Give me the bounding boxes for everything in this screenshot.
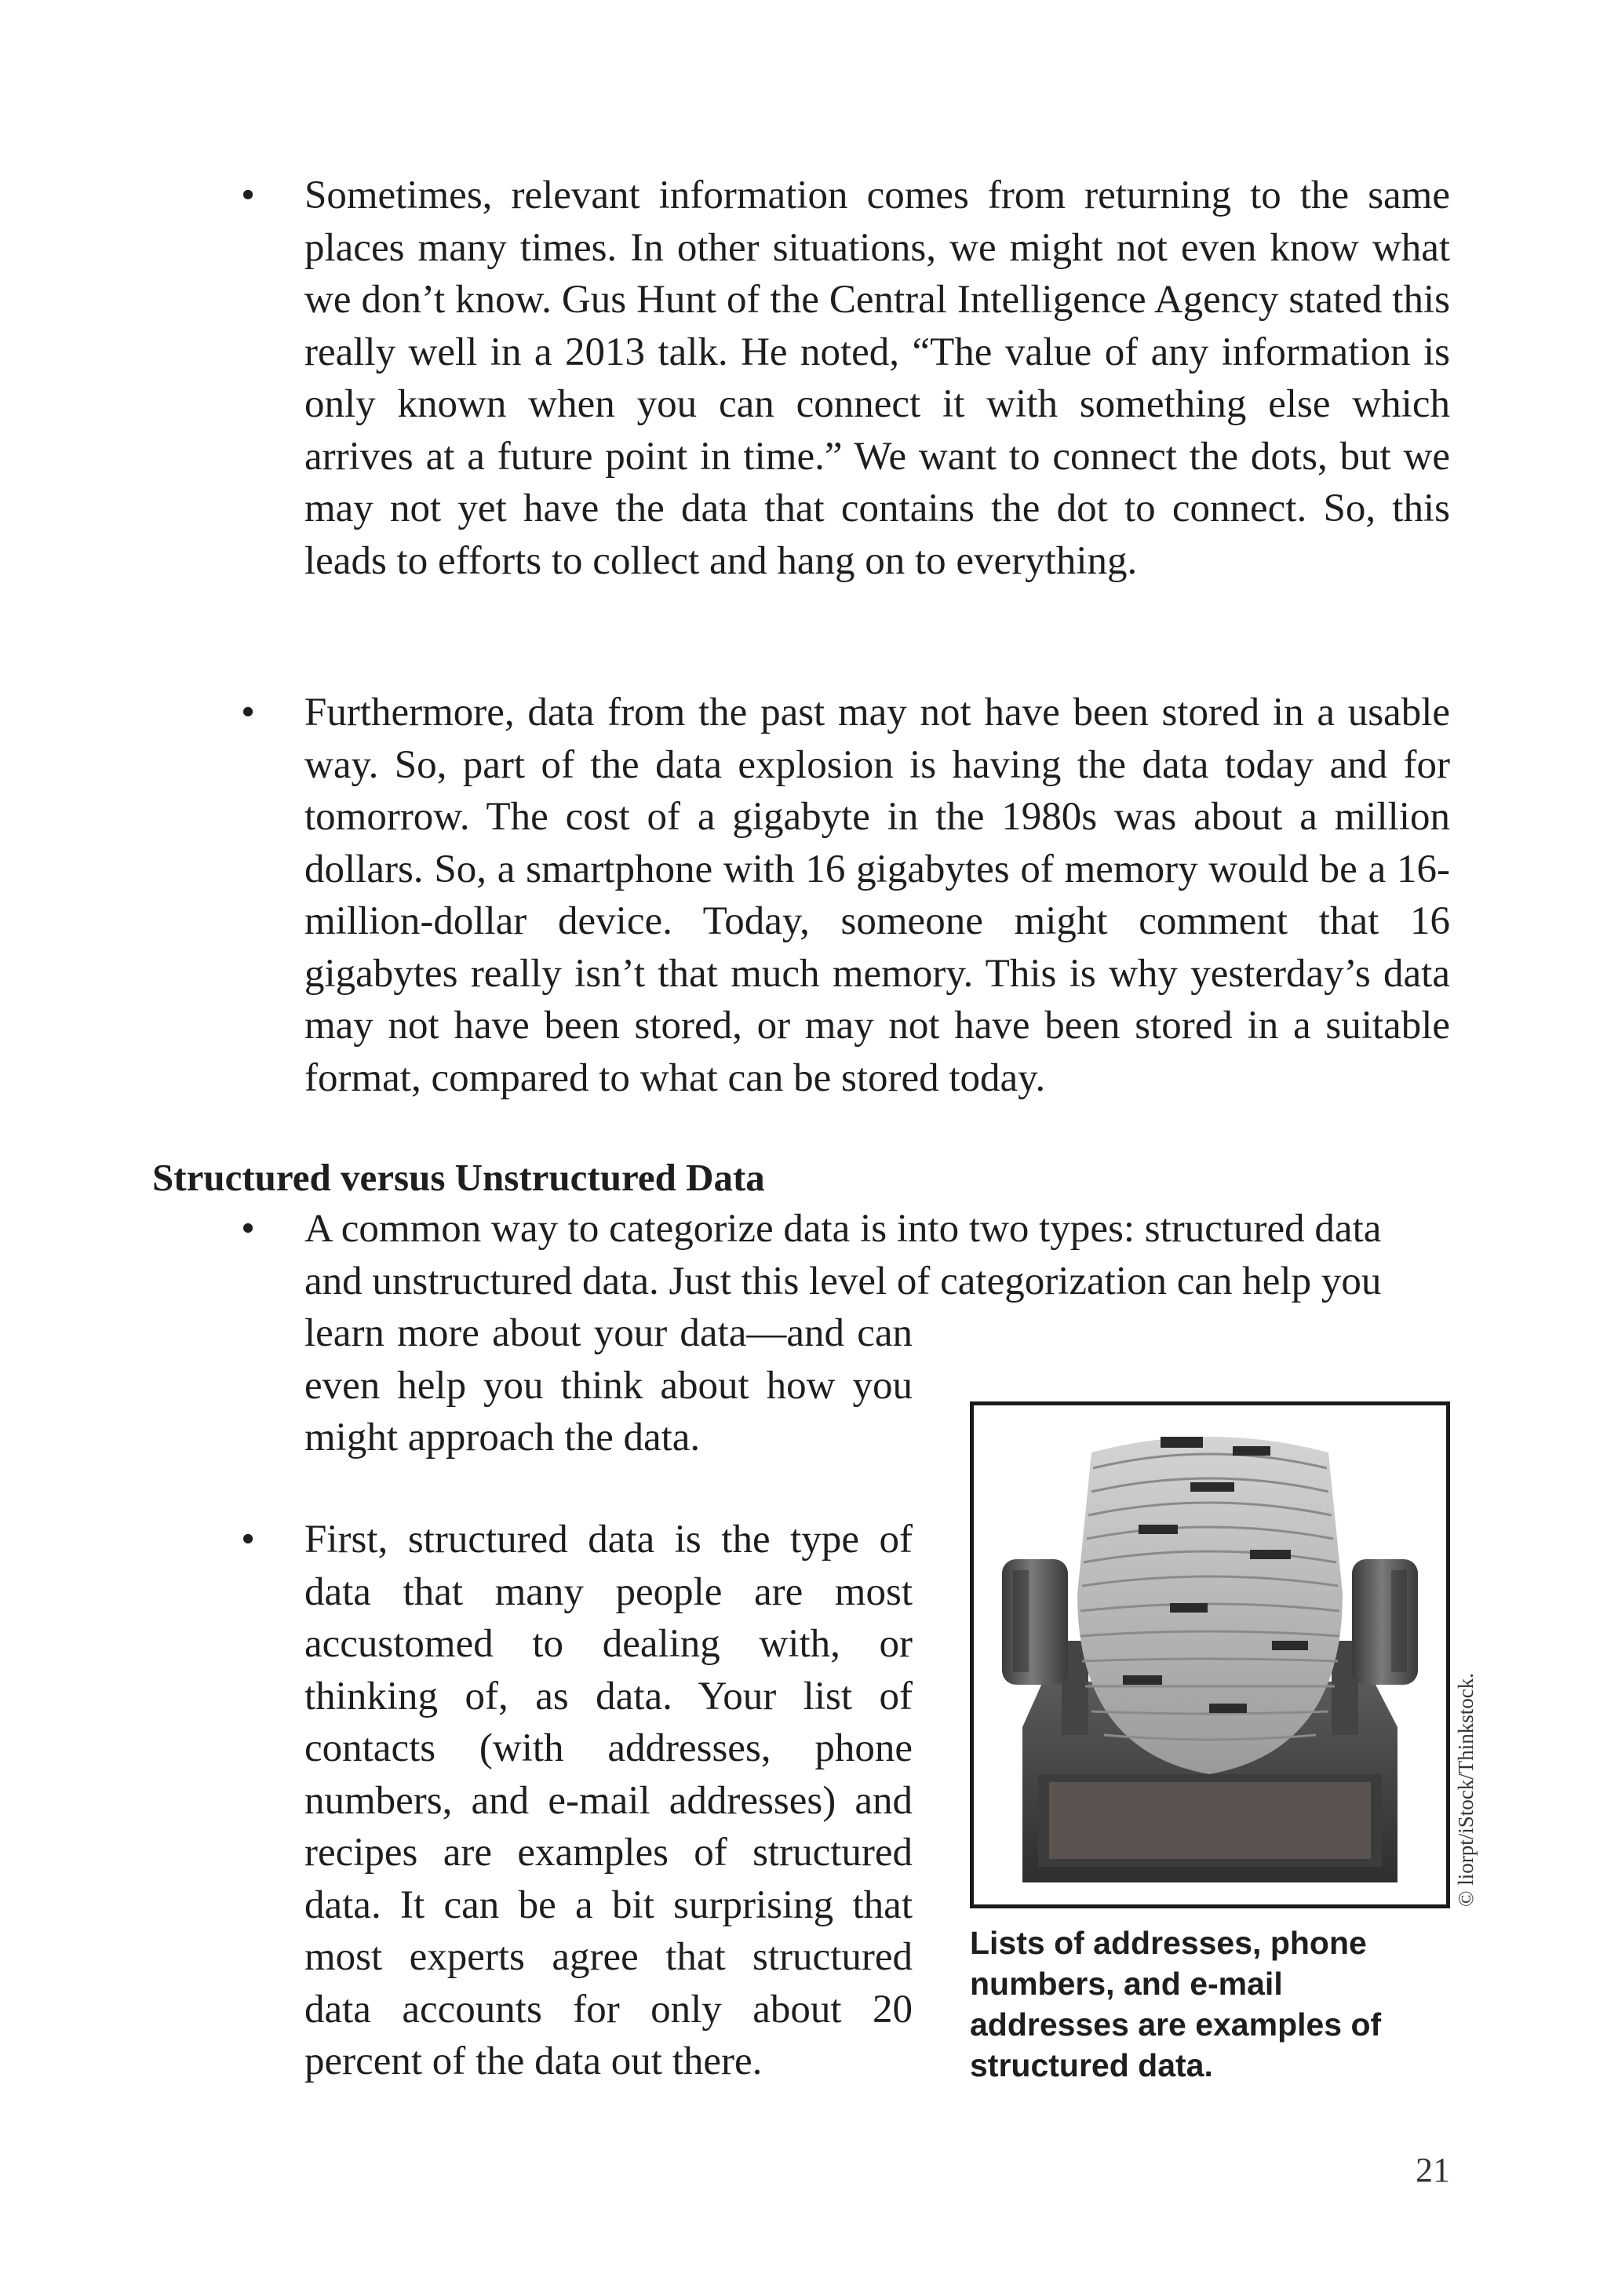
bullet-item-structured-data: [241, 1514, 913, 2088]
bullet-text: First, structured data is the type of data that many people are most accustomed to dealing with, or thinking of, as data. Your list of contacts (with addresses, phone numbers, and e-mail addresses) and recipes are examples of structured data. It can be a bit surprising that most experts agree that structured data accounts for only about 20 percent of the data out there.: [304, 1518, 913, 2083]
bullet-text-line-2: and unstructured data. Just this level of categorization can help you: [304, 1259, 1382, 1303]
bullet-text-rest: learn more about your data—and can even help you think about how you might approach the data.: [304, 1311, 913, 1460]
figure-caption: Lists of addresses, phone numbers, and e-mail addresses are examples of structured data.: [970, 1925, 1382, 2083]
bullet-marker: •: [241, 1207, 255, 1251]
bullet-item-gus-hunt: [241, 169, 1450, 587]
rolodex-card-file-illustration: [974, 1405, 1446, 1904]
section-heading: Structured versus Unstructured Data: [152, 1156, 765, 1199]
bullet-marker: •: [241, 1518, 255, 1562]
page-number: 21: [1416, 2151, 1450, 2189]
bullet-marker: •: [241, 173, 255, 217]
photo-credit: © liorpt/iStock/Thinkstock.: [1454, 1672, 1478, 1907]
bullet-text: Sometimes, relevant information comes from returning to the same places many times. In other situations, we might not even know what we don’t know. Gus Hunt of the Central Intelligence Agency stated this really well in a 2013 talk. He noted, “The value of any information is only known when you can connect it with something else which arrives at a future point in time.” We want to connect the dots, but we may not yet have the data that contains the dot to connect. So, this leads to efforts to collect and hang on to everything.: [304, 173, 1450, 583]
bullet-text: Furthermore, data from the past may not have been stored in a usable way. So, part of the data explosion is having the data today and for tomorrow. The cost of a gigabyte in the 1980s was about a million dollars. So, a smartphone with 16 gigabytes of memory would be a 16-million-dollar device. Today, someone might comment that 16 gigabytes really isn’t that much memory. This is why yesterday’s data may not have been stored, or may not have been stored in a suitable format, compared to what can be stored today.: [304, 691, 1450, 1100]
bullet-marker: •: [241, 691, 255, 734]
bullet-item-data-storage-cost: [241, 687, 1450, 1104]
bullet-text-line-1: A common way to categorize data is into two types: structured data: [304, 1207, 1382, 1251]
rolodex-photo: [970, 1401, 1450, 1908]
